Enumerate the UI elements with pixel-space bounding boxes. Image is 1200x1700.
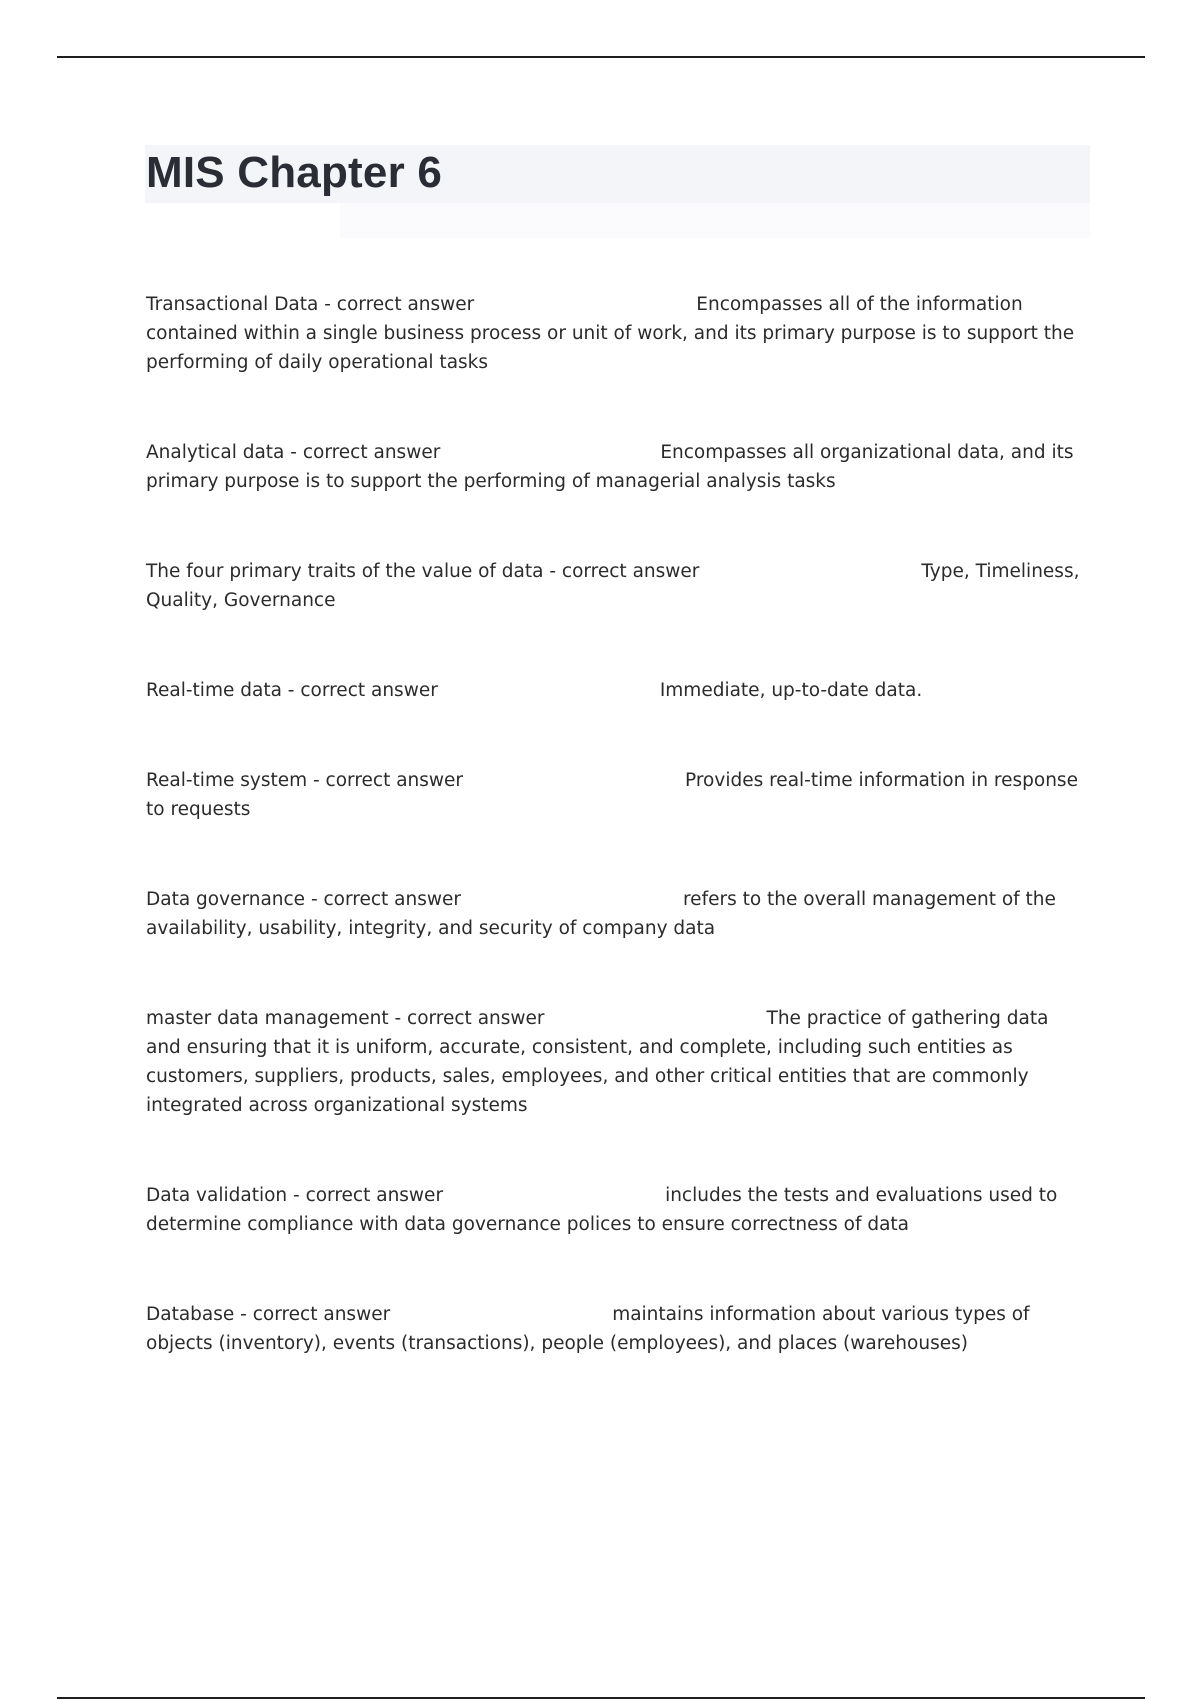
- flashcard-term: Data validation - correct answer: [146, 1185, 444, 1206]
- flashcard-definition: Provides real-time information in response to requests: [146, 770, 1078, 820]
- flashcard-term: Data governance - correct answer: [146, 889, 461, 910]
- flashcard-term: Analytical data - correct answer: [146, 442, 441, 463]
- flashcard-list: [146, 290, 1086, 1419]
- flashcard: [146, 676, 1086, 705]
- page-title: MIS Chapter 6: [146, 148, 442, 197]
- title-highlight-shadow: [340, 203, 1090, 238]
- flashcard: [146, 1181, 1086, 1239]
- bottom-rule: [57, 1697, 1145, 1699]
- flashcard-definition: Encompasses all organizational data, and its primary purpose is to support the performing of managerial analysis tasks: [146, 442, 1074, 492]
- flashcard-term: master data management - correct answer: [146, 1008, 545, 1029]
- flashcard: [146, 290, 1086, 377]
- flashcard: [146, 1300, 1086, 1358]
- flashcard-term: Real-time system - correct answer: [146, 770, 464, 791]
- flashcard-definition: refers to the overall management of the availability, usability, integrity, and security of company data: [146, 889, 1056, 939]
- flashcard-term: The four primary traits of the value of data - correct answer: [146, 561, 700, 582]
- flashcard-definition: includes the tests and evaluations used to determine compliance with data governance polices to ensure correctness of data: [146, 1185, 1058, 1235]
- top-rule: [57, 56, 1145, 58]
- flashcard-definition: maintains information about various types of objects (inventory), events (transactions), people (employees), and places (warehouses): [146, 1304, 1030, 1354]
- flashcard-term: Transactional Data - correct answer: [146, 294, 475, 315]
- flashcard: [146, 1004, 1086, 1120]
- flashcard-definition: Encompasses all of the information contained within a single business process or unit of work, and its primary purpose is to support the performing of daily operational tasks: [146, 294, 1075, 373]
- flashcard: [146, 438, 1086, 496]
- flashcard-term: Database - correct answer: [146, 1304, 391, 1325]
- flashcard: [146, 557, 1086, 615]
- flashcard: [146, 885, 1086, 943]
- flashcard-term: Real-time data - correct answer: [146, 680, 438, 701]
- flashcard: [146, 766, 1086, 824]
- flashcard-definition: Immediate, up-to-date data.: [659, 680, 923, 701]
- flashcard-definition: Type, Timeliness, Quality, Governance: [146, 561, 1080, 611]
- flashcard-definition: The practice of gathering data and ensuring that it is uniform, accurate, consistent, and complete, including such entities as customers, suppliers, products, sales, employees, and other critical entities that are commonly integrated across organizational systems: [146, 1008, 1049, 1116]
